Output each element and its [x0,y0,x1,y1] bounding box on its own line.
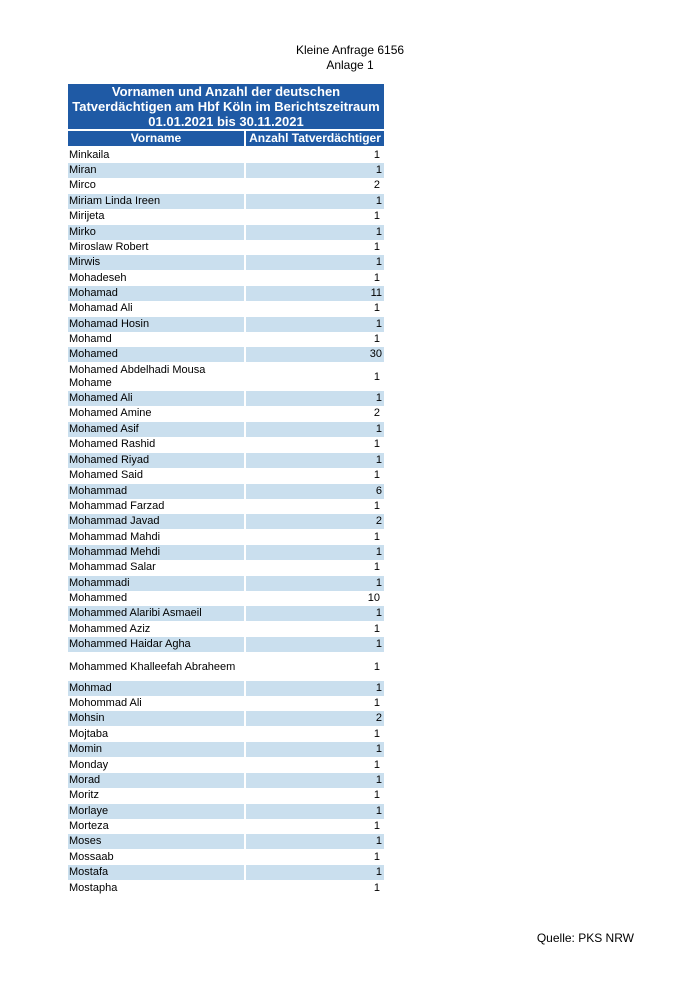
row-vorname: Mohmad [68,681,244,696]
row-anzahl: 1 [373,882,380,894]
row-anzahl: 1 [373,851,380,863]
row-anzahl: 2 [246,514,384,529]
row-anzahl: 1 [373,302,380,314]
row-anzahl: 1 [373,623,380,635]
table-row [68,881,384,896]
table-row [68,514,384,529]
table-row [68,194,384,209]
row-vorname: Mostapha [69,882,118,894]
row-anzahl: 1 [373,697,380,709]
column-header-anzahl: Anzahl Tatverdächtiger [246,131,384,146]
row-vorname: Mohammed Aziz [69,623,151,635]
row-anzahl: 1 [246,637,384,652]
row-vorname: Mohamed Abdelhadi Mousa Mohame [69,364,206,389]
row-anzahl: 1 [373,789,380,801]
row-anzahl: 1 [246,422,384,437]
table-row [68,758,384,773]
table-row [68,468,384,483]
row-vorname: Morad [68,773,244,788]
table-row [68,865,384,880]
row-anzahl: 1 [373,820,380,832]
row-vorname: Mossaab [69,851,114,863]
row-anzahl: 1 [246,865,384,880]
table-row [68,317,384,332]
table-row [68,301,384,316]
table-row [68,711,384,726]
row-vorname: Momin [68,742,244,757]
row-anzahl: 1 [246,834,384,849]
row-vorname: Mirko [68,225,244,240]
row-vorname: Mohammad Mehdi [68,545,244,560]
row-vorname: Mirco [69,179,96,191]
row-anzahl: 1 [246,681,384,696]
row-vorname: Morteza [69,820,109,832]
table-row [68,560,384,575]
table-row [68,606,384,621]
table-row [68,576,384,591]
row-vorname: Moritz [69,789,99,801]
table-row [68,209,384,224]
row-vorname: Mohammad Javad [68,514,244,529]
row-anzahl: 1 [373,728,380,740]
row-vorname: Mohamed Ali [68,391,244,406]
row-vorname: Mohamad [68,286,244,301]
column-header-vorname: Vorname [68,131,244,146]
table-row [68,788,384,803]
table-row [68,406,384,421]
table-row [68,773,384,788]
row-vorname: Morlaye [68,804,244,819]
row-anzahl: 1 [373,531,380,543]
table-row [68,148,384,163]
table-row [68,637,384,652]
row-anzahl: 1 [246,255,384,270]
row-anzahl: 1 [373,272,380,284]
row-vorname: Mohadeseh [69,272,127,284]
row-vorname: Mohammad Mahdi [69,531,161,543]
row-anzahl: 1 [373,149,380,161]
table-row [68,240,384,255]
row-anzahl: 30 [246,347,384,362]
row-vorname: Mohammed [69,592,128,604]
table-title [68,84,384,129]
table-row [68,178,384,193]
row-anzahl: 1 [373,438,380,450]
attachment-label: Anlage 1 [326,58,374,72]
row-vorname: Mohamed [68,347,244,362]
table-row [68,347,384,362]
row-anzahl: 1 [373,759,380,771]
table-row [68,422,384,437]
row-anzahl: 1 [246,804,384,819]
row-vorname: Mohammed Haidar Agha [68,637,244,652]
table-row [68,499,384,514]
table-row [68,271,384,286]
row-vorname: Miroslaw Robert [69,241,149,253]
row-vorname: Moses [68,834,244,849]
row-vorname: Mojtaba [69,728,109,740]
table-row [68,362,384,392]
row-anzahl: 6 [246,484,384,499]
row-vorname: Mostafa [68,865,244,880]
table-row [68,391,384,406]
row-vorname: Mohammad Farzad [69,500,165,512]
table-row [68,804,384,819]
table-row [68,484,384,499]
row-vorname: Mohamed Said [69,469,143,481]
row-vorname: Mohamd [69,333,112,345]
row-anzahl: 10 [367,592,380,604]
table-title-line: Tatverdächtigen am Hbf Köln im Berichtszeitraum [72,99,380,114]
row-vorname: Mohsin [68,711,244,726]
table-row [68,681,384,696]
row-anzahl: 1 [246,606,384,621]
table-row [68,453,384,468]
row-anzahl: 1 [246,576,384,591]
table-row [68,437,384,452]
row-anzahl: 1 [246,317,384,332]
row-anzahl: 11 [246,286,384,301]
row-anzahl: 2 [373,179,380,191]
table-title-line: 01.01.2021 bis 30.11.2021 [148,114,304,129]
row-anzahl: 1 [373,210,380,222]
table-row [68,286,384,301]
table-row [68,255,384,270]
row-vorname: Mohamed Rashid [69,438,156,450]
row-vorname: Mohammad Salar [69,561,156,573]
row-vorname: Mohommad Ali [69,697,142,709]
row-anzahl: 1 [246,163,384,178]
table-row [68,332,384,347]
table-row [68,163,384,178]
table-row [68,819,384,834]
row-anzahl: 1 [246,545,384,560]
table-row [68,545,384,560]
row-anzahl: 1 [246,225,384,240]
table-row [68,727,384,742]
row-anzahl: 1 [246,391,384,406]
row-vorname: Mirwis [68,255,244,270]
row-anzahl: 1 [373,500,380,512]
row-vorname: Mohammadi [68,576,244,591]
table-row [68,850,384,865]
table-row [68,742,384,757]
row-vorname: Mohamad Hosin [68,317,244,332]
row-anzahl: 1 [373,660,380,673]
table-row [68,591,384,606]
row-vorname: Mohammed Khalleefah Abraheem [69,660,236,673]
document-reference: Kleine Anfrage 6156 [295,43,405,57]
row-vorname: Miriam Linda Ireen [68,194,244,209]
table-row [68,225,384,240]
row-vorname: Mohammad [68,484,244,499]
row-vorname: Mohamed Amine [69,407,152,419]
row-anzahl: 1 [246,773,384,788]
table-row [68,530,384,545]
row-vorname: Mohamed Riyad [68,453,244,468]
row-anzahl: 1 [373,241,380,253]
row-anzahl: 2 [373,407,380,419]
row-anzahl: 1 [373,333,380,345]
row-anzahl: 1 [373,370,380,383]
table-title-line: Vornamen und Anzahl der deutschen [111,84,341,99]
row-anzahl: 1 [373,469,380,481]
row-vorname: Mirijeta [69,210,105,222]
table-row [68,834,384,849]
row-anzahl: 1 [246,194,384,209]
row-anzahl: 1 [373,561,380,573]
table-row [68,656,384,678]
row-vorname: Miran [68,163,244,178]
table-row [68,622,384,637]
row-vorname: Mohamad Ali [69,302,133,314]
row-anzahl: 2 [246,711,384,726]
table-row [68,696,384,711]
row-vorname: Mohamed Asif [68,422,244,437]
row-vorname: Minkaila [69,149,110,161]
row-vorname: Monday [69,759,109,771]
row-anzahl: 1 [246,453,384,468]
row-vorname: Mohammed Alaribi Asmaeil [68,606,244,621]
row-anzahl: 1 [246,742,384,757]
source-note: Quelle: PKS NRW [536,931,634,945]
